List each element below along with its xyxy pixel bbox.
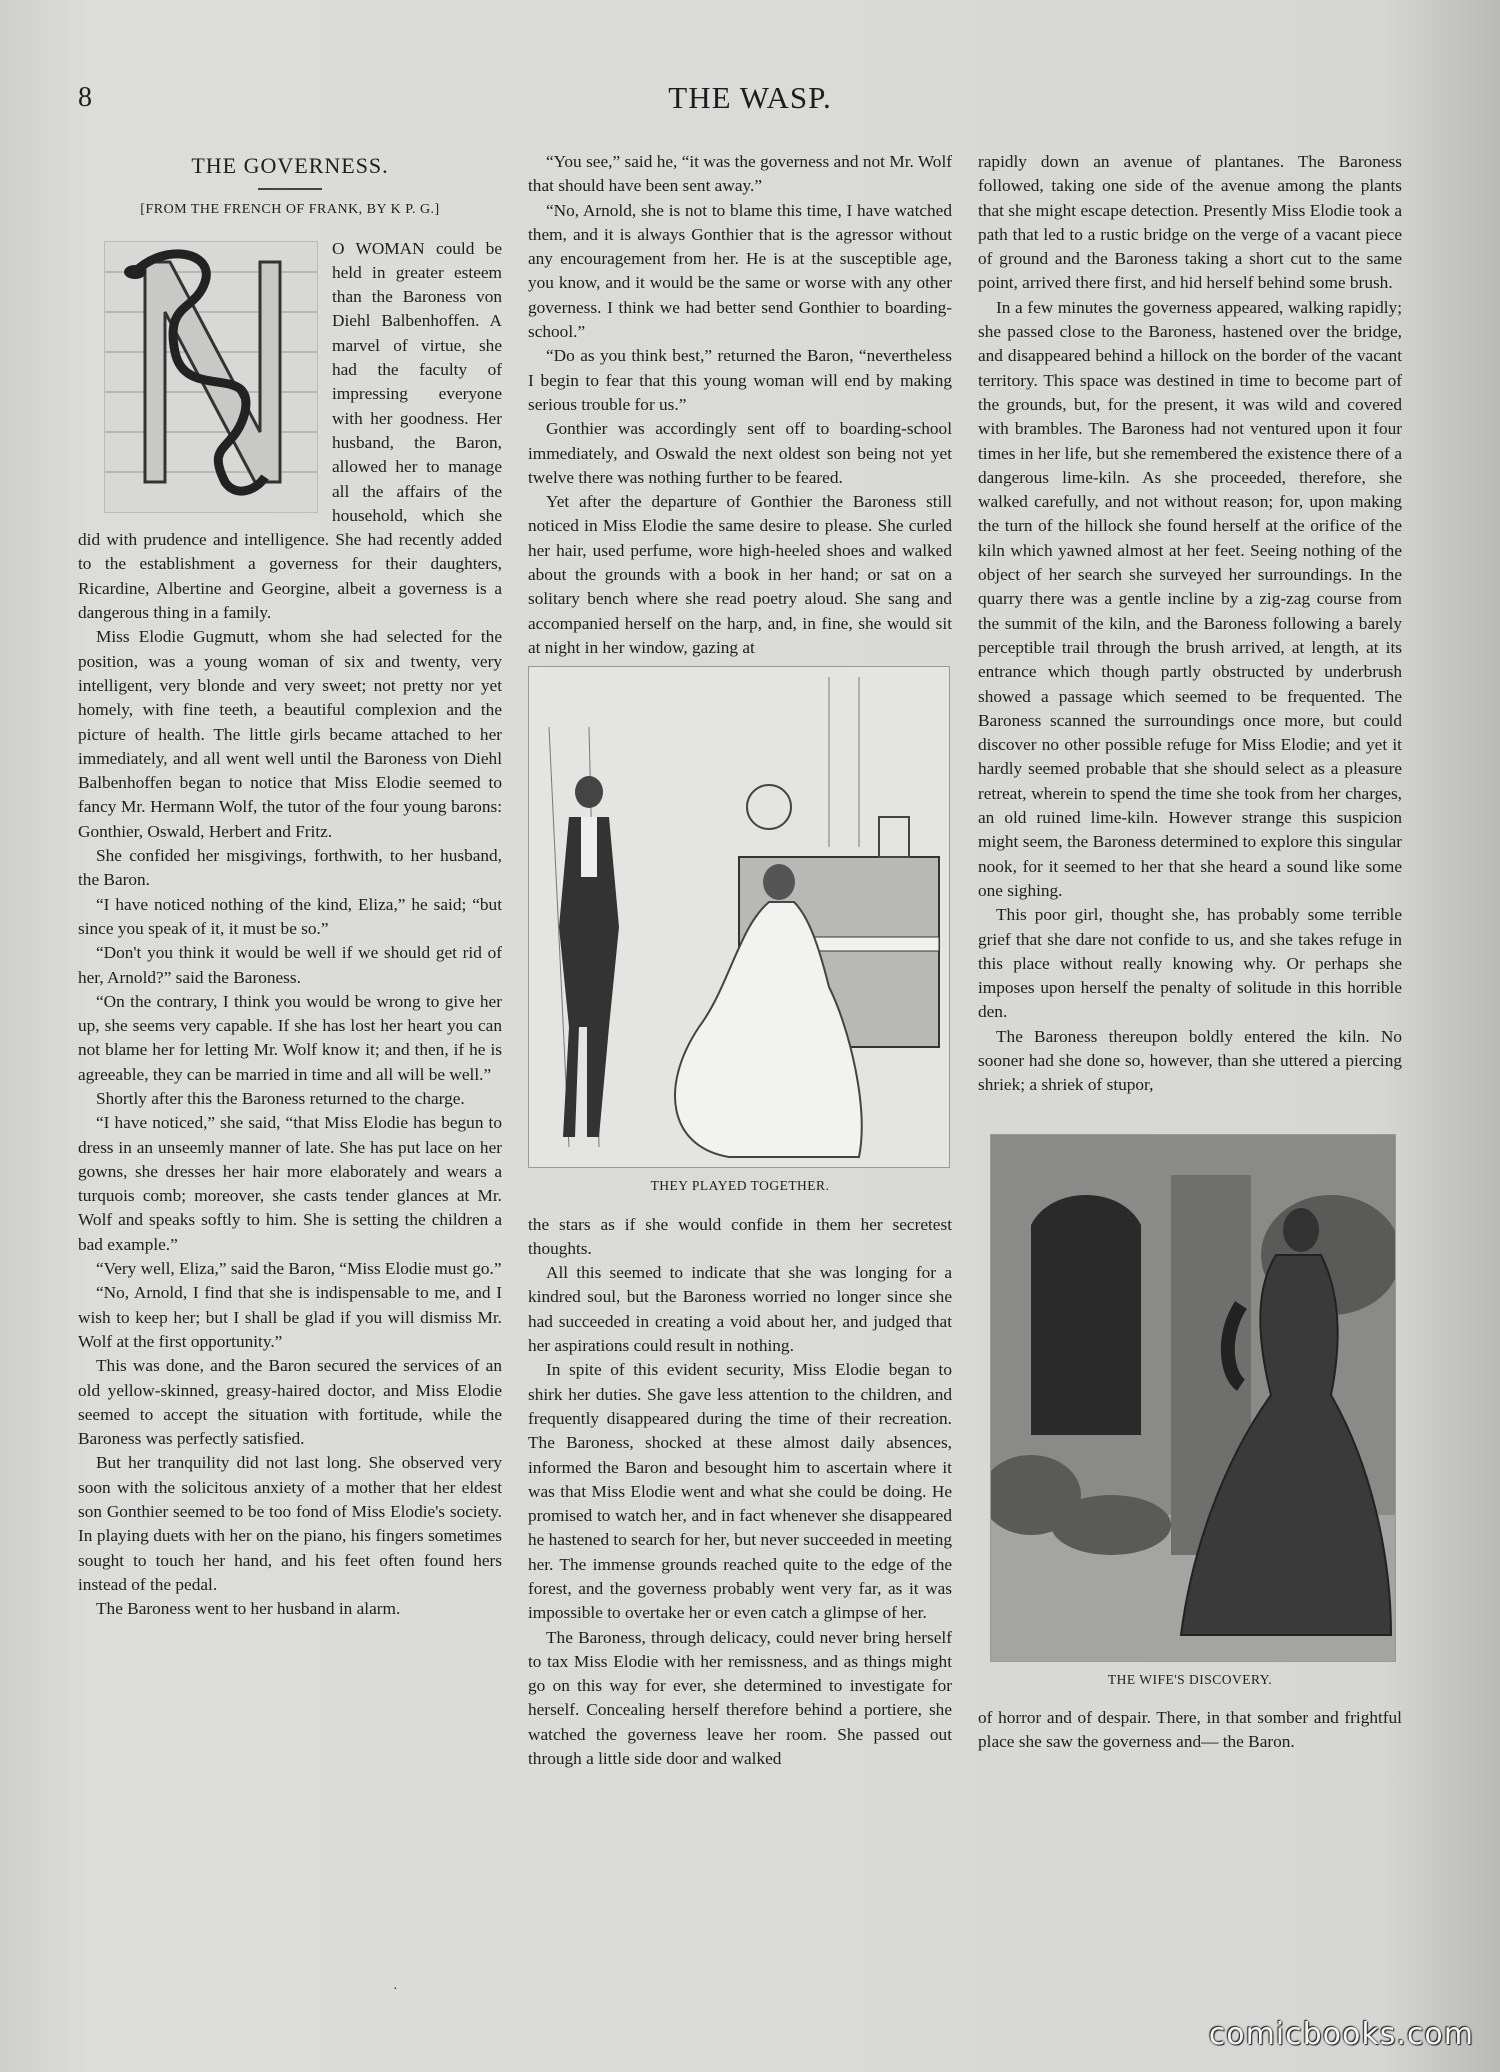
paragraph: of horror and of despair. There, in that somber and frightful place she saw the governess and— the Baron. [978, 1707, 1402, 1752]
magazine-title: THE WASP. [668, 80, 832, 115]
column-1 [78, 150, 502, 1622]
paragraph: the stars as if she would confide in them her secretest thoughts. [528, 1214, 952, 1258]
title-rule [258, 188, 322, 190]
print-mark: · [393, 1982, 398, 1997]
article-source-line: [FROM THE FRENCH OF FRANK, BY K P. G.] [140, 202, 440, 218]
paragraph: O WOMAN could be held in greater esteem than the Baroness von Diehl Balbenhoffen. A marvel of virtue, she had the faculty of impressing everyone with her goodness. Her husband, the Baron, allowed her to manage all the affairs of the household, which she did with prudence and intelligence. She had recently added to the establishment a governess for their daughters, Ricardine, Albertine and Georgine, albeit a governess is a dangerous thing in a family. [78, 238, 502, 623]
illustration-caption: THEY PLAYED TOGETHER. [650, 1178, 830, 1194]
paragraph: This was done, and the Baron secured the services of an old yellow-skinned, greasy-haired doctor, and Miss Elodie seemed to accept the situation with fortitude, while the Baroness was perfectly satisfied. [78, 1356, 502, 1449]
kiln-scene-illustration [990, 1134, 1396, 1662]
paragraph: Gonthier was accordingly sent off to boarding-school immediately, and Oswald the next oldest son being not yet twelve there was nothing further to be feared. [528, 419, 952, 487]
paragraph: “Don't you think it would be well if we should get rid of her, Arnold?” said the Baroness. [78, 943, 502, 987]
paragraph: Yet after the departure of Gonthier the Baroness still noticed in Miss Elodie the same desire to please. She curled her hair, used perfume, wore high-heeled shoes and walked about the grounds with a book in her hand; or sat on a solitary bench where she read poetry aloud. She sang and accompanied herself on the harp, and, in fine, she would sit at night in her window, gazing at [528, 492, 952, 657]
page-number: 8 [78, 82, 92, 113]
paragraph: But her tranquility did not last long. She observed very soon with the solicitous anxiety of a mother that her eldest son Gonthier seemed to be too fond of Miss Elodie's society. In playing duets with her on the piano, his fingers sometimes sought to touch her hand, and his feet often found hers instead of the pedal. [78, 1453, 502, 1594]
column-2 [528, 150, 952, 1771]
paragraph: She confided her misgivings, forthwith, to her husband, the Baron. [78, 846, 502, 890]
column-3 [978, 150, 1402, 1754]
paragraph: “On the contrary, I think you would be wrong to give her up, she seems very capable. If she has lost her heart you can not blame her for letting Mr. Wolf know it; and then, if he is agreeable, they can be married in time and all will be well.” [78, 991, 502, 1084]
article-title: THE GOVERNESS. [191, 153, 389, 178]
paragraph: The Baroness thereupon boldly entered the kiln. No sooner had she done so, however, than she uttered a piercing shriek; a shriek of stupor, [978, 1026, 1402, 1095]
paragraph: All this seemed to indicate that she was longing for a kindred soul, but the Baroness worried no longer since she had succeeded in creating a void about her, and judged that her aspirations could result in nothing. [528, 1263, 952, 1356]
paragraph: The Baroness, through delicacy, could never bring herself to tax Miss Elodie with her remissness, and as things might go on this way for ever, she determined to investigate for herself. Concealing herself therefore behind a portiere, she watched the governess leave her room. She passed out through a little side door and walked [528, 1627, 952, 1769]
paragraph: “I have noticed nothing of the kind, Eliza,” he said; “but since you speak of it, it must be so.” [78, 894, 502, 938]
piano-scene-illustration [528, 666, 950, 1168]
paragraph: In a few minutes the governess appeared, walking rapidly; she passed close to the Baroness, hastened over the bridge, and disappeared behind a hillock on the border of the vacant territory. This space was destined in time to become part of the grounds, but, for the present, it was wild and covered with brambles. The Baroness had not ventured upon it four times in her life, but she remembered the existence there of a dangerous lime-kiln. As she proceeded, therefore, she walked carefully, and not without reason; for, upon making the turn of the hillock she found herself at the orifice of the kiln which yawned almost at her feet. Seeing nothing of the object of her search she surveyed her surroundings. In the quarry there was a gentle incline by a zig-zag course from the summit of the kiln, and the Baroness following a barely perceptible trail through the brush arrived, at length, at its entrance which though partly obstructed by underbrush showed a passage which seemed to be frequented. The Baroness scanned the surroundings once more, but could discover no other possible refuge for Miss Elodie; and yet it hardly seemed probable that she should select as a pleasure retreat, wherein to spend the time she took from her charges, an old ruined lime-kiln. However strange this suspicion might seem, the Baroness determined to explore this singular nook, for it seemed to her that she heard a sound like some one sighing. [978, 297, 1402, 900]
paragraph: rapidly down an avenue of plantanes. The Baroness followed, taking one side of the avenue among the plants that she might escape detection. Presently Miss Elodie took a path that led to a rustic bridge on the verge of a vacant piece of ground and the Baroness taking a short cut to the same point, arrived there first, and hid herself behind some brush. [978, 152, 1402, 293]
paragraph: In spite of this evident security, Miss Elodie began to shirk her duties. She gave less attention to the children, and frequently disappeared during the time of their recreation. The Baroness, shocked at these almost daily absences, informed the Baron and besought him to ascertain where it was that Miss Elodie went and what she could be doing. He promised to watch her, and in fact whenever she disappeared he hastened to search for her, but never succeeded in meeting her. The immense grounds reached quite to the edge of the forest, and the governess probably went very far, as it was impossible to overtake her or even catch a glimpse of her. [528, 1360, 952, 1623]
paragraph: “You see,” said he, “it was the governess and not Mr. Wolf that should have been sent away.” [528, 152, 952, 196]
paragraph: “Do as you think best,” returned the Baron, “nevertheless I begin to fear that this young woman will end by making serious trouble for us.” [528, 346, 952, 414]
watermark: comicbooks.com [1208, 2017, 1474, 2052]
drop-cap-n-snake-illustration [104, 241, 318, 513]
paragraph: This poor girl, thought she, has probably some terrible grief that she dare not confide to us, and she takes refuge in this place without really knowing why. Or perhaps she imposes upon herself the penalty of solitude in this horrible den. [978, 905, 1402, 1022]
paragraph: “I have noticed,” she said, “that Miss Elodie has begun to dress in an unseemly manner of late. She has put lace on her gowns, she dresses her hair more elaborately and wears a turquois comb; moreover, she casts tender glances at Mr. Wolf and speaks softly to him. She is setting the children a bad example.” [78, 1113, 502, 1254]
paragraph: “No, Arnold, I find that she is indispensable to me, and I wish to keep her; but I shall be glad if you will dismiss Mr. Wolf at the first opportunity.” [78, 1283, 502, 1351]
paragraph: “No, Arnold, she is not to blame this time, I have watched them, and it is always Gonthier that is the agressor without any encouragement from her. He is at the susceptible age, you know, and it would be the same or worse with any other governess. I think we had better send Gonthier to boarding-school.” [528, 200, 952, 342]
paragraph: The Baroness went to her husband in alarm. [96, 1599, 401, 1619]
paragraph: “Very well, Eliza,” said the Baron, “Miss Elodie must go.” [96, 1259, 502, 1279]
illustration-caption: THE WIFE'S DISCOVERY. [1107, 1671, 1273, 1687]
paragraph: Shortly after this the Baroness returned to the charge. [96, 1088, 465, 1108]
paragraph: Miss Elodie Gugmutt, whom she had selected for the position, was a young woman of six and twenty, very intelligent, very blonde and very sweet; not pretty nor yet homely, with fine teeth, a beautiful complexion and the picture of health. The little girls became attached to her immediately, and all went well until the Baroness von Diehl Balbenhoffen began to notice that Miss Elodie seemed to fancy Mr. Hermann Wolf, the tutor of the four young barons: Gonthier, Oswald, Herbert and Fritz. [78, 627, 502, 841]
